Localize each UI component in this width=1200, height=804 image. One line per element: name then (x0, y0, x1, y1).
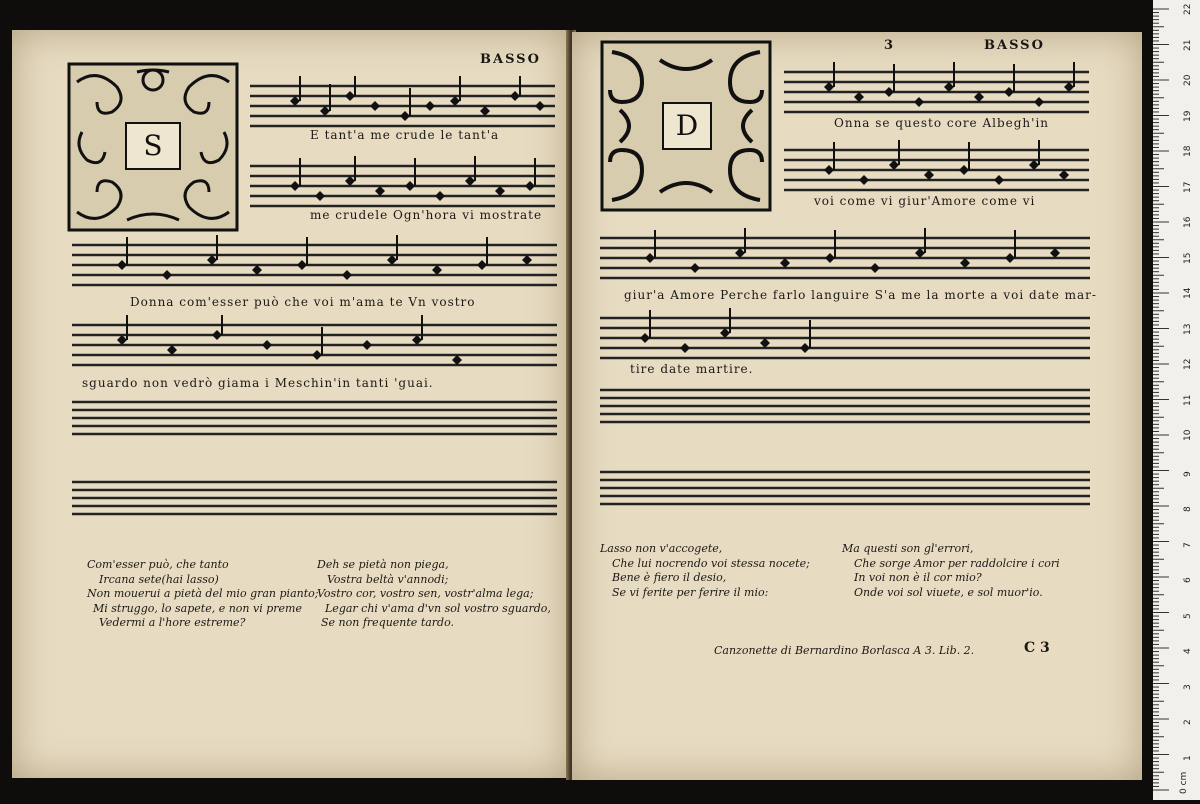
staff-left-2 (250, 156, 555, 216)
ruler-mark-label: 1 (1183, 754, 1193, 761)
left-page (12, 30, 568, 778)
signature-mark: C 3 (1024, 640, 1050, 656)
lyric-left-4: sguardo non vedrò giama i Meschin'in tanti 'guai. (82, 376, 434, 390)
staff-left-3 (72, 235, 557, 295)
ruler-mark-label: 19 (1183, 110, 1193, 122)
ruler-mark-label: 18 (1183, 145, 1193, 157)
ruler-mark-label: 16 (1183, 216, 1193, 228)
empty-staff-right-2 (600, 468, 1090, 508)
left-page-header: BASSO (480, 52, 541, 67)
ruler-unit-label: 0 cm (1179, 771, 1189, 794)
left-initial-woodcut (67, 62, 239, 232)
verse-line: Onde voi sol viuete, e sol muor'io. (854, 585, 1043, 599)
verse-line: In voi non è il cor mio? (854, 571, 982, 584)
lyric-right-3: giur'a Amore Perche farlo languire S'a me la morte a voi date mar- (624, 288, 1097, 302)
verse-line: Vostro cor, vostro sen, vostr'alma lega; (317, 587, 534, 600)
verse-line: Vedermi a l'hore estreme? (99, 616, 246, 629)
verse-line: Che lui nocrendo voi stessa nocete; (612, 556, 810, 570)
staff-right-3 (600, 228, 1090, 288)
ruler-mark-label: 2 (1183, 719, 1193, 725)
ruler-mark-label: 12 (1183, 358, 1193, 370)
left-initial-letter: S (125, 122, 181, 170)
right-page (572, 32, 1142, 780)
verse-line: Che sorge Amor per raddolcire i cori (854, 556, 1060, 570)
verse-left-col2 (317, 558, 551, 631)
right-initial-woodcut (600, 40, 772, 212)
lyric-right-4: tire date martire. (630, 362, 754, 376)
ruler-mark-label: 9 (1183, 470, 1193, 477)
verse-line: Ma questi son gl'errori, (842, 542, 974, 555)
verse-line: Se non frequente tardo. (321, 616, 455, 629)
ruler-mark-label: 17 (1183, 181, 1193, 193)
ruler-mark-label: 11 (1183, 394, 1193, 406)
lyric-right-2: voi come vi giur'Amore come vi (814, 194, 1036, 208)
verse-line: Com'esser può, che tanto (87, 558, 229, 571)
ruler-mark-label: 6 (1183, 577, 1193, 583)
verse-line: Ircana sete(hai lasso) (99, 572, 219, 586)
ruler-mark-label: 7 (1183, 541, 1193, 548)
staff-right-4 (600, 308, 1090, 368)
staff-left-4 (72, 315, 557, 375)
right-page-mark: 3 (884, 38, 896, 53)
verse-line: Non mouerui a pietà del mio gran pianto; (87, 587, 319, 600)
ruler-mark-label: 14 (1183, 287, 1193, 299)
empty-staff-left-1 (72, 398, 557, 438)
right-initial-letter: D (662, 102, 712, 150)
verse-line: Vostra beltà v'annodi; (327, 572, 449, 586)
verse-line: Deh se pietà non piega, (317, 558, 449, 571)
ruler-mark-label: 13 (1183, 323, 1193, 335)
page-footer: Canzonette di Bernardino Borlasca A 3. Lib. 2. (714, 644, 975, 657)
lyric-right-1: Onna se questo core Albegh'in (834, 116, 1050, 130)
verse-right-col2 (842, 542, 1060, 600)
ruler-mark-label: 22 (1183, 3, 1193, 15)
staff-left-1 (250, 76, 555, 136)
ruler-mark-label: 10 (1183, 429, 1193, 441)
empty-staff-right-1 (600, 386, 1090, 426)
verse-left-col1 (87, 558, 318, 631)
staff-right-1 (784, 62, 1089, 122)
lyric-left-1: E tant'a me crude le tant'a (310, 128, 500, 142)
ruler-mark-label: 5 (1183, 612, 1193, 619)
verse-line: Se vi ferite per ferire il mio: (612, 585, 769, 599)
verse-line: Bene è fiero il desio, (612, 571, 727, 584)
ruler-mark-label: 3 (1183, 683, 1193, 690)
empty-staff-left-2 (72, 478, 557, 518)
ruler-mark-label: 20 (1183, 74, 1193, 86)
verse-right-col1 (600, 542, 810, 600)
staff-right-2 (784, 140, 1089, 200)
verse-line: Legar chi v'ama d'vn sol vostro sguardo, (325, 601, 551, 615)
ruler-mark-label: 15 (1183, 252, 1193, 264)
verse-line: Lasso non v'accogete, (600, 542, 723, 555)
lyric-left-2: me crudele Ogn'hora vi mostrate (310, 208, 543, 222)
ruler-mark-label: 4 (1183, 648, 1193, 654)
ruler-mark-label: 21 (1183, 39, 1193, 51)
ruler-mark-label: 8 (1183, 506, 1193, 512)
lyric-left-3: Donna com'esser può che voi m'ama te Vn vostro (130, 295, 476, 309)
measuring-ruler (1153, 0, 1200, 800)
verse-line: Mi struggo, lo sapete, e non vi preme (93, 601, 302, 615)
right-page-header: BASSO (984, 38, 1045, 53)
